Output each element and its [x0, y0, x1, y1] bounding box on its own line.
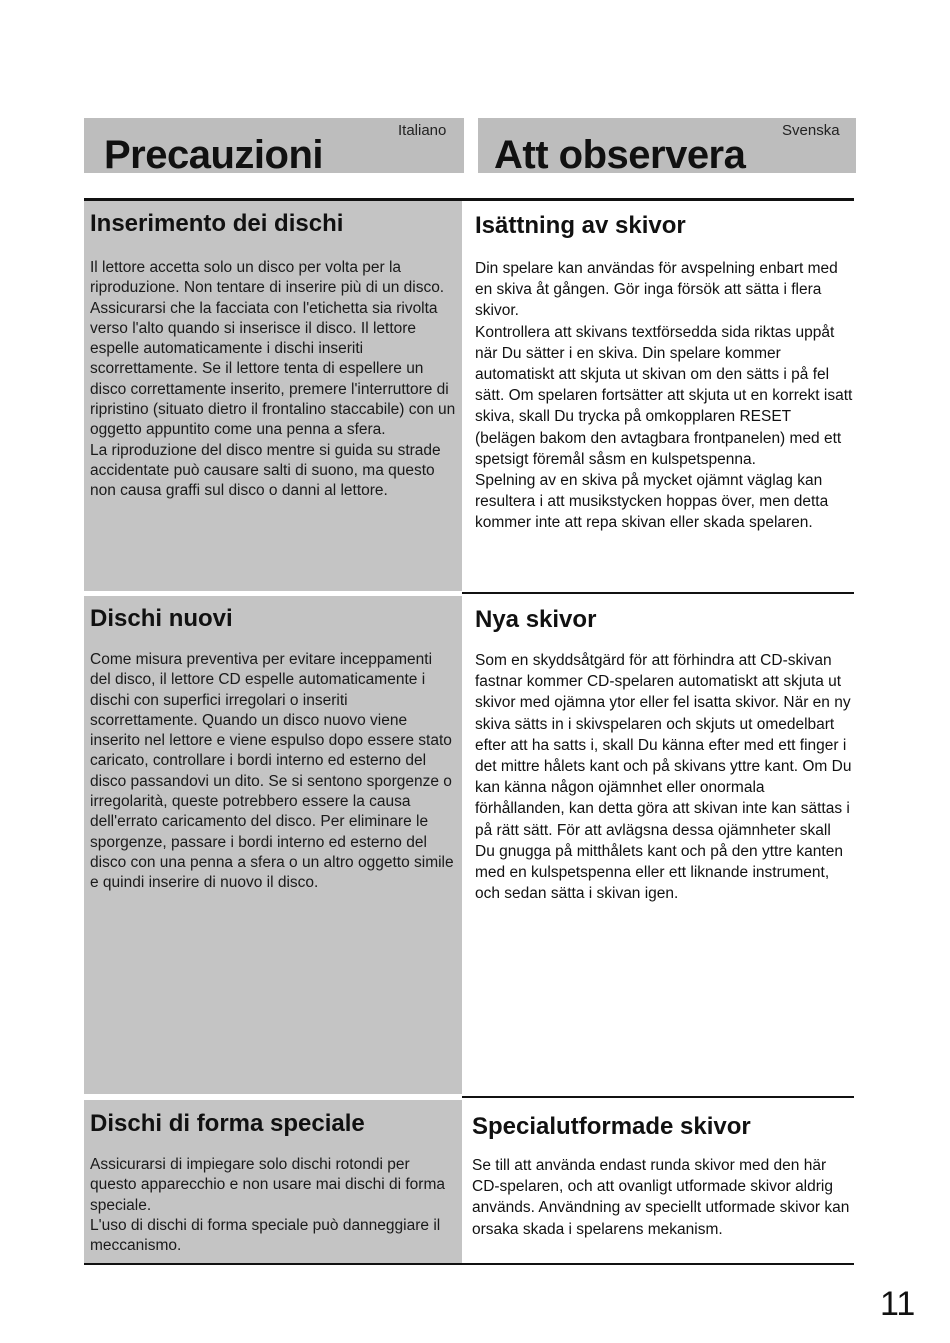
swedish-language-label: Svenska — [782, 122, 840, 139]
page-number: 11 — [880, 1285, 916, 1323]
paragraph: Se till att använda endast runda skivor med den här CD-spelaren, och att ovanligt utformade skivor aldrig används. Användning av speciellt utformade skivor kan orsaka skada i spelarens mekanism. — [472, 1157, 850, 1238]
italian-section-title-inserting: Inserimento dei dischi — [90, 210, 344, 237]
paragraph: L'uso di dischi di forma speciale può danneggiare il meccanismo. — [90, 1216, 441, 1255]
paragraph: Come misura preventiva per evitare inceppamenti del disco, il lettore CD espelle automaticamente i dischi con superfici irregolari o inseriti scorrettamente. Quando un disco nuovo viene inserito nel lettore e viene espulso dopo essere stato caricato, controllare i bordi interno ed esterno del disco passandovi un dito. Se si sentono sporgenze o irregolarità, queste potrebbero essere la causa dell'errato caricamento del disco. Per eliminare le sporgenze, passare i bordi interno ed esterno del disco con una penna a sfera o un altro oggetto simile e quindi inserire di nuovo il disco. — [90, 651, 454, 892]
swedish-section-body-special-discs — [472, 1155, 852, 1240]
swedish-page-title: Att observera — [494, 133, 746, 177]
section-rule-3 — [462, 1096, 854, 1098]
paragraph: La riproduzione del disco mentre si guida su strade accidentate può causare salti di suono, ma questo non causa graffi sul disco o danni al lettore. — [90, 441, 441, 500]
swedish-section-title-special-discs: Specialutformade skivor — [472, 1113, 751, 1140]
swedish-section-title-new-discs: Nya skivor — [475, 606, 597, 633]
bottom-rule — [84, 1263, 854, 1265]
paragraph: Assicurarsi che la facciata con l'etichetta sia rivolta verso l'alto quando si inserisce il disco. Il lettore espelle automaticamente i dischi inseriti scorrettamente. Se il lettore tenta di espellere un disco correttamente inserito, premere l'interruttore di ripristino (situato dietro il frontalino staccabile) con un oggetto appuntito come una penna a sfera. — [90, 299, 456, 439]
italian-section-body-new-discs — [90, 650, 456, 894]
italian-section-body-inserting — [90, 258, 456, 502]
italian-section-title-new-discs: Dischi nuovi — [90, 605, 233, 632]
paragraph: Spelning av en skiva på mycket ojämnt väglag kan resultera i att musikstycken hoppas över, men detta kommer inte att repa skivan eller skada spelaren. — [475, 472, 829, 532]
section-rule-2 — [462, 592, 854, 594]
paragraph: Kontrollera att skivans textförsedda sida riktas uppåt när Du sätter i en skiva. Din spelare kommer automatiskt att skjuta ut skivan om den sätts i på fel sätt. Om spelaren fortsätter att skjuta ut en korrekt isatt skiva, skall Du trycka på omkopplaren RESET (belägen bakom den avtagbara frontpanelen) med ett spetsigt föremål såsm en kulspetspenna. — [475, 323, 853, 468]
italian-section-body-special-discs — [90, 1155, 456, 1256]
paragraph: Din spelare kan användas för avspelning enbart med en skiva åt gången. Gör inga försök att sätta i flera skivor. — [475, 260, 838, 320]
italian-language-label: Italiano — [398, 122, 447, 139]
paragraph: Il lettore accetta solo un disco per volta per la riproduzione. Non tentare di inserire più di un disco. — [90, 259, 445, 297]
italian-section-title-special-discs: Dischi di forma speciale — [90, 1110, 365, 1137]
swedish-section-title-inserting: Isättning av skivor — [475, 212, 686, 239]
paragraph: Som en skyddsåtgärd för att förhindra att CD-skivan fastnar kommer CD-spelaren automatiskt att skjuta ut skivor med ojämna ytor eller fel isatta skivor. När en ny skiva sätts in i skivspelaren och skjuts ut omedelbart efter att ha satts i, skall Du känna efter med ett finger i det mittre hålets kant och på skivans yttre kant. Om Du kan känna någon ojämnhet eller onormala förhållanden, kan detta göra att skivan inte kan sättas i på rätt sätt. För att avlägsna dessa ojämnheter skall Du gnugga på mitthålets kant och på den yttre kanten med en kulspetspenna eller ett liknande instrument, och sedan sätta i skivan igen. — [475, 652, 852, 903]
swedish-section-body-inserting — [475, 258, 853, 534]
italian-page-title: Precauzioni — [104, 133, 324, 177]
paragraph: Assicurarsi di impiegare solo dischi rotondi per questo apparecchio e non usare mai dischi di forma speciale. — [90, 1156, 445, 1214]
swedish-section-body-new-discs — [475, 650, 853, 904]
